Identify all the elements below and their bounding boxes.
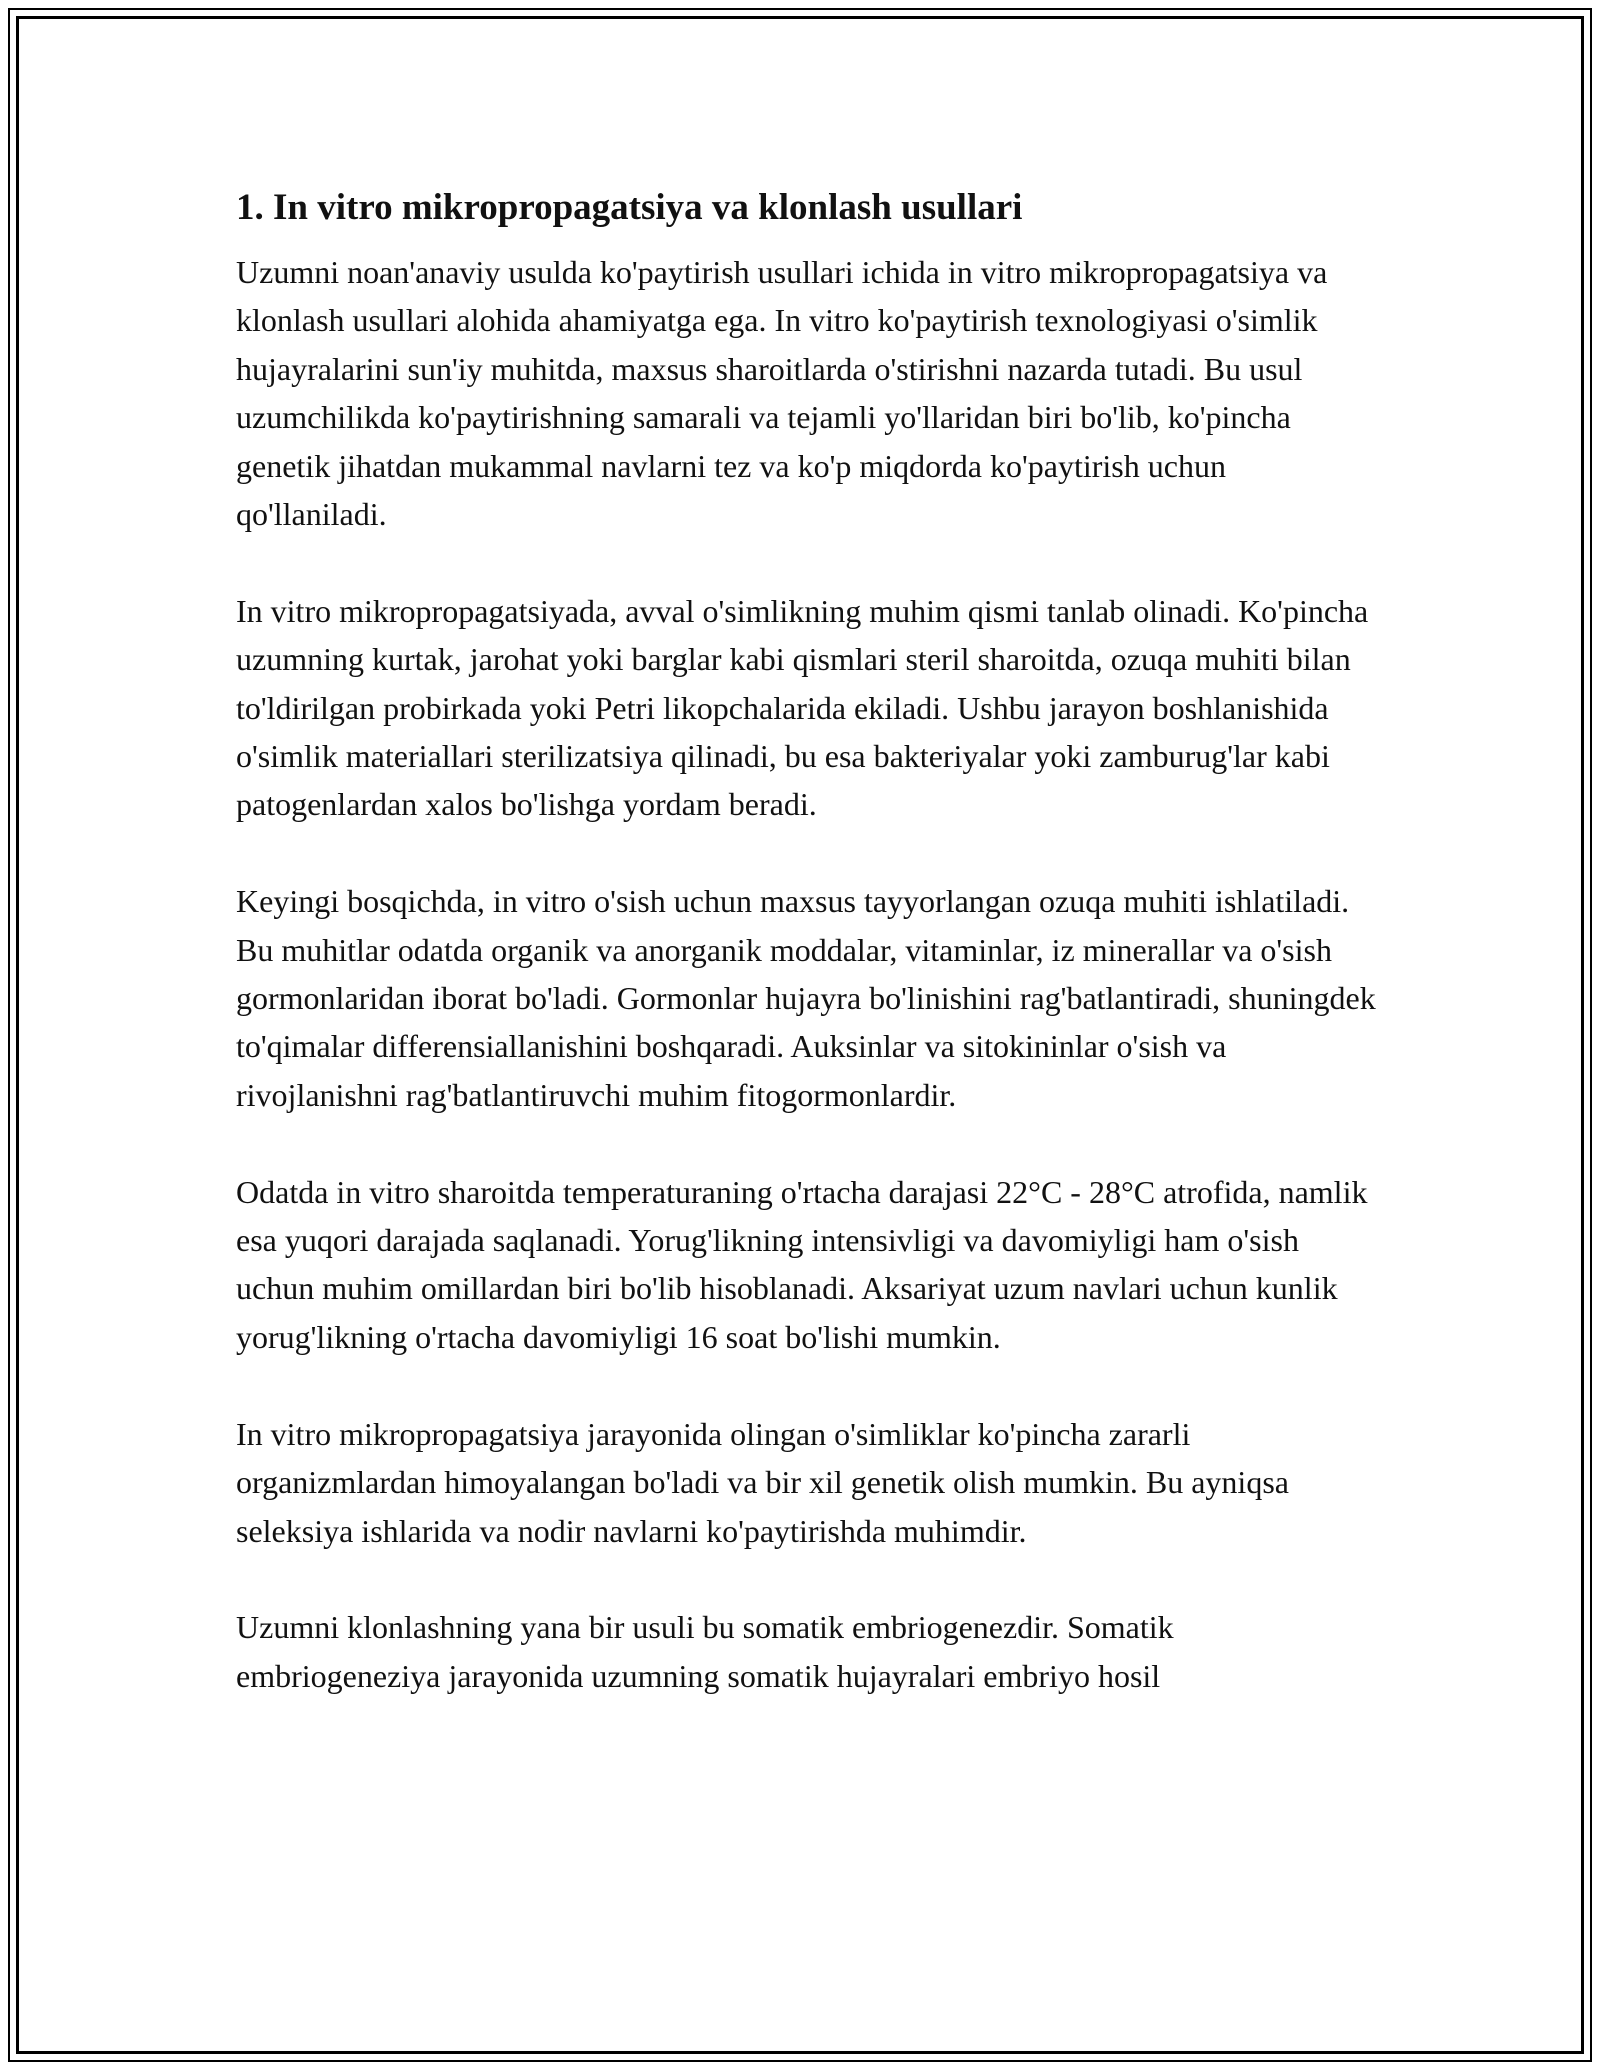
paragraph-benefits: In vitro mikropropagatsiya jarayonida olingan o'simliklar ko'pincha zararli organizmlardan himoyalangan bo'ladi va bir xil genetik olish mumkin. Bu ayniqsa seleksiya ishlarida va nodir navlarni ko'paytirishda muhimdir. <box>236 1415 1289 1549</box>
paragraph-somatic-embryogenesis: Uzumni klonlashning yana bir usuli bu somatik embriogenezdir. Somatik embriogeneziya jarayonida uzumning somatik hujayralari embriyo hosil <box>236 1609 1174 1694</box>
paragraph-growth-conditions: Odatda in vitro sharoitda temperaturaning o'rtacha darajasi 22°C - 28°C atrofida, namlik esa yuqori darajada saqlanadi. Yorug'likning intensivligi va davomiyligi ham o'sish uchun muhim omillardan biri bo'lib hisoblanadi. Aksariyat uzum navlari uchun kunlik yorug'likning o'rtacha davomiyligi 16 soat bo'lishi mumkin. <box>236 1173 1368 1355</box>
document-body <box>236 186 1376 1749</box>
section-heading: 1. In vitro mikropropagatsiya va klonlash usullari <box>236 187 1023 228</box>
paragraph-nutrient-medium: Keyingi bosqichda, in vitro o'sish uchun maxsus tayyorlangan ozuqa muhiti ishlatiladi. Bu muhitlar odatda organik va anorganik moddalar, vitaminlar, iz minerallar va o'sish gormonlaridan iborat bo'ladi. Gormonlar hujayra bo'linishini rag'batlantiradi, shuningdek to'qimalar differensiallanishini boshqaradi. Auksinlar va sitokininlar o'sish va rivojlanishni rag'batlantiruvchi muhim fitogormonlardir. <box>236 883 1376 1113</box>
paragraph-explant-selection: In vitro mikropropagatsiyada, avval o'simlikning muhim qismi tanlab olinadi. Ko'pincha uzumning kurtak, jarohat yoki barglar kabi qismlari steril sharoitda, ozuqa muhiti bilan to'ldirilgan probirkada yoki Petri likopchalarida ekiladi. Ushbu jarayon boshlanishida o'simlik materiallari sterilizatsiya qilinadi, bu esa bakteriyalar yoki zamburug'lar kabi patogenlardan xalos bo'lishga yordam beradi. <box>236 592 1369 823</box>
paragraph-intro: Uzumni noan'anaviy usulda ko'paytirish usullari ichida in vitro mikropropagatsiya va klonlash usullari alohida ahamiyatga ega. In vitro ko'paytirish texnologiyasi o'simlik hujayralarini sun'iy muhitda, maxsus sharoitlarda o'stirishni nazarda tutadi. Bu usul uzumchilikda ko'paytirishning samarali va tejamli yo'llaridan biri bo'lib, ko'pincha genetik jihatdan mukammal navlarni tez va ko'p miqdorda ko'paytirish uchun qo'llaniladi. <box>236 254 1328 533</box>
